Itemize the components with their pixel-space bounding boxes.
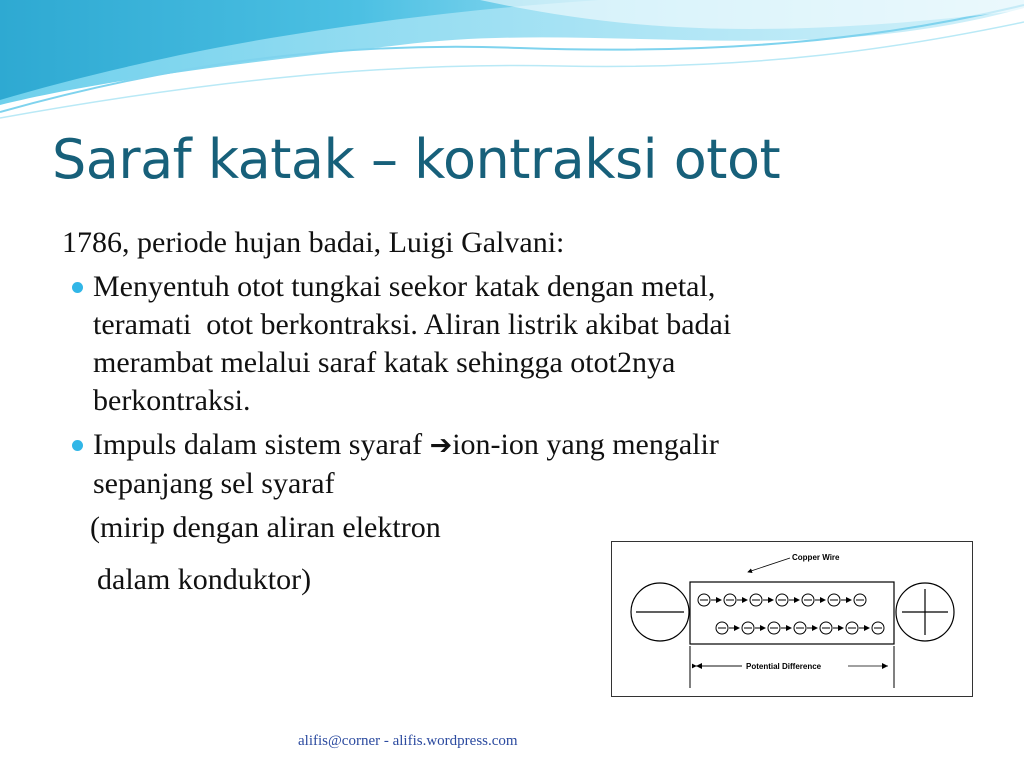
arrow-right-icon: ➔ <box>429 430 453 461</box>
electron-row-1 <box>698 594 866 606</box>
copper-wire-box <box>690 582 894 644</box>
bullet-dot-icon <box>72 282 83 293</box>
copper-wire-diagram <box>611 541 973 697</box>
bullet-2-line-1 <box>93 426 962 465</box>
bullet-2-text-before: Impuls dalam sistem syaraf <box>93 428 430 461</box>
bullet-1 <box>62 268 962 420</box>
continuation-line-2: dalam konduktor) <box>97 563 312 596</box>
header-wave <box>0 0 1024 130</box>
bullet-2-line-2: sepanjang sel syaraf <box>93 467 335 500</box>
potential-difference-label: Potential Difference <box>746 662 822 671</box>
bullet-1-line-3: merambat melalui saraf katak sehingga otot2nya <box>93 346 676 379</box>
intro-line: 1786, periode hujan badai, Luigi Galvani: <box>62 226 565 259</box>
diagram-figure <box>612 542 972 696</box>
bullet-2 <box>62 426 962 503</box>
slide-title: Saraf katak – kontraksi otot <box>52 128 781 191</box>
bullet-1-line-2: teramati otot berkontraksi. Aliran listrik akibat badai <box>93 308 732 341</box>
wire-label: Copper Wire <box>792 553 840 562</box>
bullet-1-line-4: berkontraksi. <box>93 384 251 417</box>
footer-credit: alifis@corner - alifis.wordpress.com <box>298 733 518 749</box>
bullet-2-text-after: ion-ion yang mengalir <box>452 428 719 461</box>
continuation-line-1: (mirip dengan aliran elektron <box>90 511 441 544</box>
bullet-1-line-1: Menyentuh otot tungkai seekor katak dengan metal, <box>93 270 716 303</box>
bullet-dot-icon <box>72 440 83 451</box>
electron-row-2 <box>716 622 884 634</box>
